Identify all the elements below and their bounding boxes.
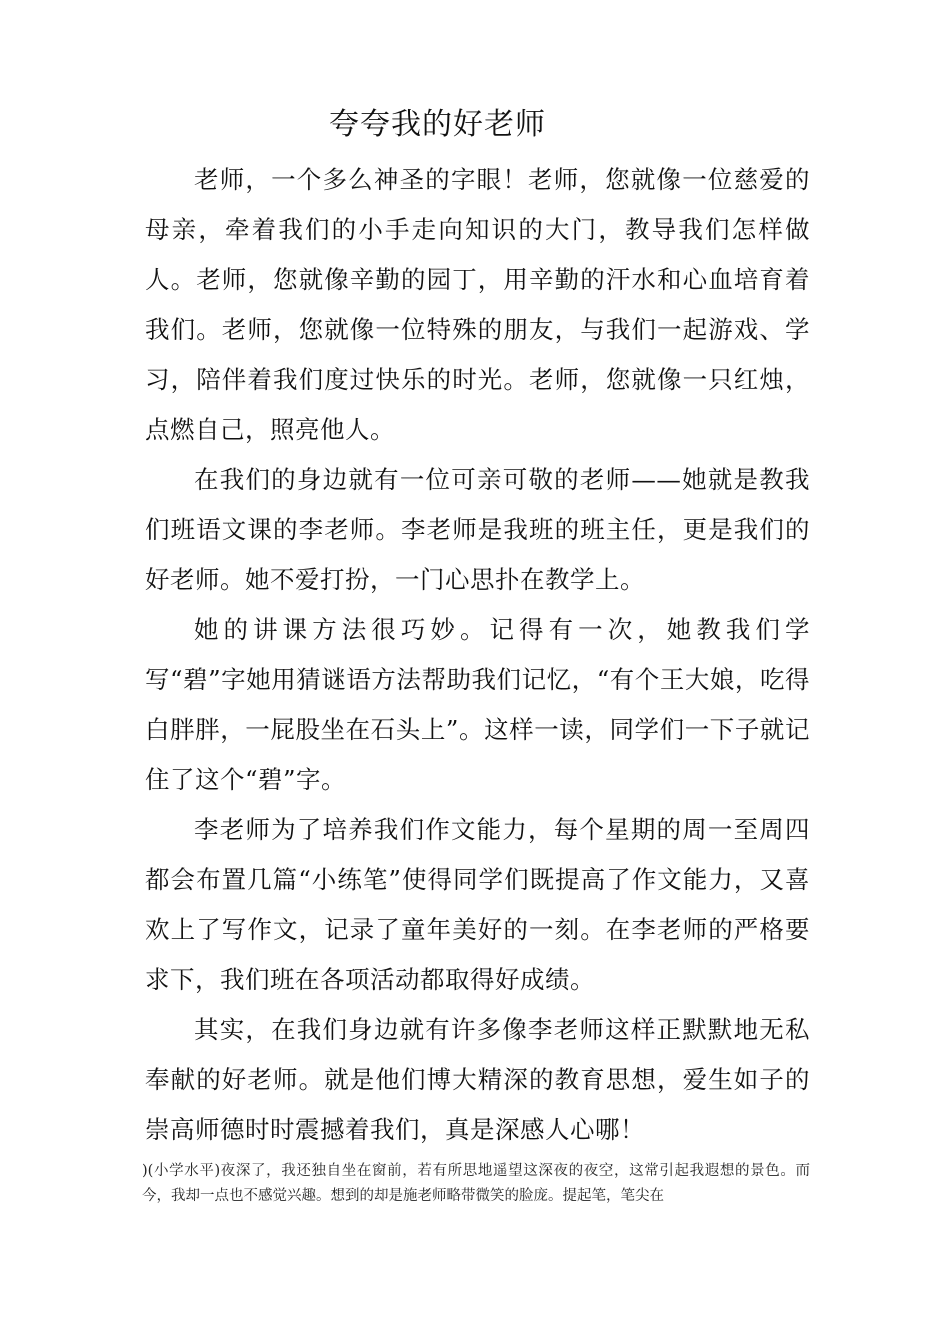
document-page [142,97,810,1209]
paragraph-3: 她的讲课方法很巧妙。记得有一次，她教我们学写“碧”字她用猜谜语方法帮助我们记忆，“有个王大娘，吃得白胖胖，一屁股坐在石头上”。这样一读，同学们一下子就记住了这个“碧”字。 [145,615,810,794]
paragraph-1: 老师，一个多么神圣的字眼！老师，您就像一位慈爱的母亲，牵着我们的小手走向知识的大门，教导我们怎样做人。老师，您就像辛勤的园丁，用辛勤的汗水和心血培育着我们。老师，您就像一位特殊的朋友，与我们一起游戏、学习，陪伴着我们度过快乐的时光。老师，您就像一只红烛，点燃自己，照亮他人。 [145,165,810,444]
footer-excerpt: )(小学水平)夜深了，我还独自坐在窗前，若有所思地遥望这深夜的夜空，这常引起我遐想的景色。而今，我却一点也不感觉兴趣。想到的却是施老师略带微笑的脸庞。提起笔，笔尖在 [142,1163,810,1204]
paragraph-4: 李老师为了培养我们作文能力，每个星期的周一至周四都会布置几篇“小练笔”使得同学们既提高了作文能力，又喜欢上了写作文，记录了童年美好的一刻。在李老师的严格要求下，我们班在各项活动都取得好成绩。 [145,815,810,994]
paragraph-2: 在我们的身边就有一位可亲可敬的老师——她就是教我们班语文课的李老师。李老师是我班的班主任，更是我们的好老师。她不爱打扮，一门心思扑在教学上。 [145,465,810,594]
paragraph-5: 其实，在我们身边就有许多像李老师这样正默默地无私奉献的好老师。就是他们博大精深的教育思想，爱生如子的崇高师德时时震撼着我们，真是深感人心哪！ [145,1015,810,1144]
document-title: 夸夸我的好老师 [329,107,546,142]
